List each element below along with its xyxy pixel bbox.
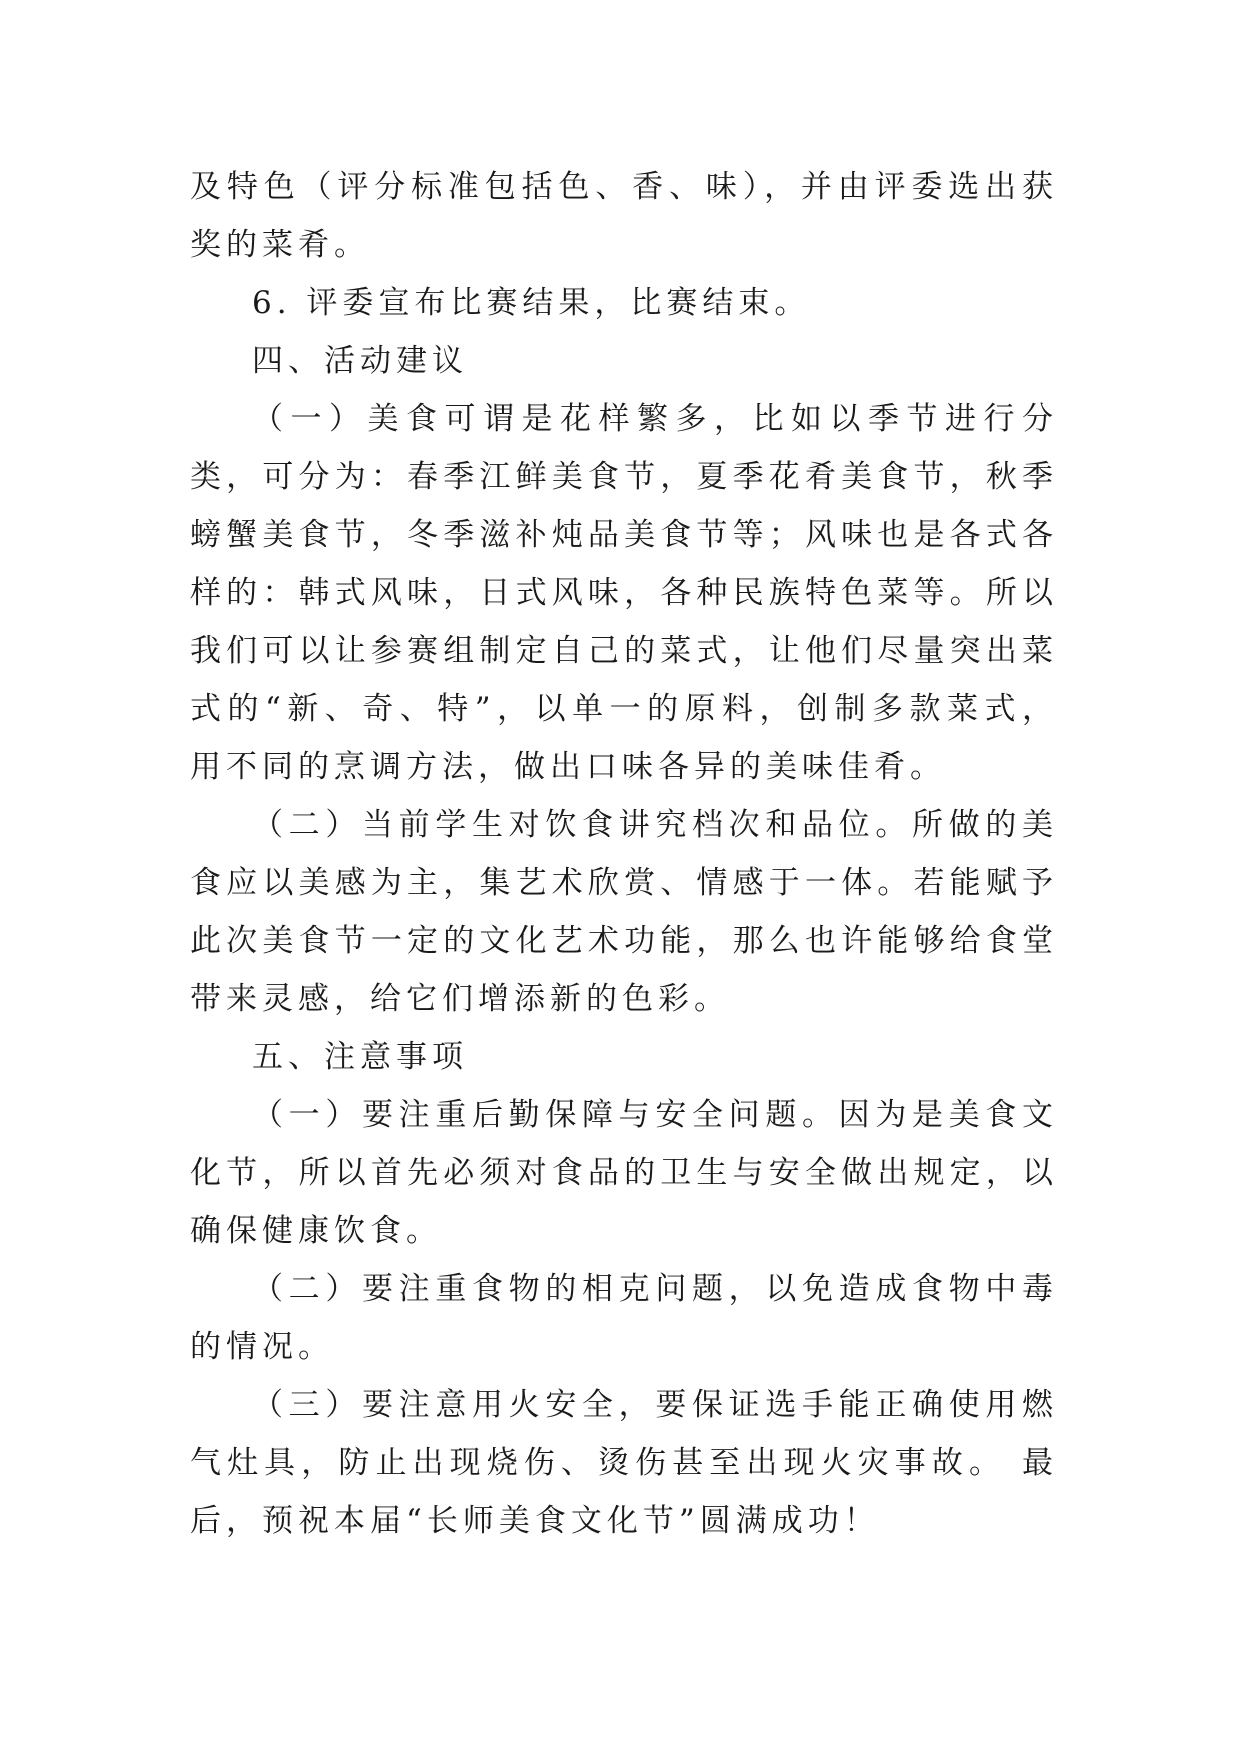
paragraph-suggestion-1: （一）美食可谓是花样繁多，比如以季节进行分类，可分为：春季江鲜美食节，夏季花肴美食节，秋季螃蟹美食节，冬季滋补炖品美食节等；风味也是各式各样的：韩式风味，日式风味，各种民族特色菜等。所以我们可以让参赛组制定自己的菜式，让他们尽量突出菜式的“新、奇、特”，以单一的原料，创制多款菜式，用不同的烹调方法，做出口味各异的美味佳肴。 [190, 401, 1058, 785]
paragraph-suggestion-2: （二）当前学生对饮食讲究档次和品位。所做的美食应以美感为主，集艺术欣赏、情感于一体。若能赋予此次美食节一定的文化艺术功能，那么也许能够给食堂带来灵感，给它们增添新的色彩。 [190, 807, 1058, 1017]
document-body [190, 158, 1058, 1550]
section-heading-suggestions: 四、活动建议 [252, 343, 468, 379]
paragraph-step-6: 6. 评委宣布比赛结果，比赛结束。 [252, 285, 811, 321]
paragraph-note-1: （一）要注重后勤保障与安全问题。因为是美食文化节，所以首先必须对食品的卫生与安全做出规定，以确保健康饮食。 [190, 1097, 1058, 1249]
section-heading-notes: 五、注意事项 [252, 1039, 468, 1075]
paragraph-note-3: （三）要注意用火安全，要保证选手能正确使用燃气灶具，防止出现烧伤、烫伤甚至出现火灾事故。 最后，预祝本届“长师美食文化节”圆满成功！ [190, 1387, 1058, 1539]
paragraph-criteria: 及特色（评分标准包括色、香、味），并由评委选出获奖的菜肴。 [190, 169, 1058, 263]
paragraph-note-2: （二）要注重食物的相克问题，以免造成食物中毒的情况。 [190, 1271, 1058, 1365]
